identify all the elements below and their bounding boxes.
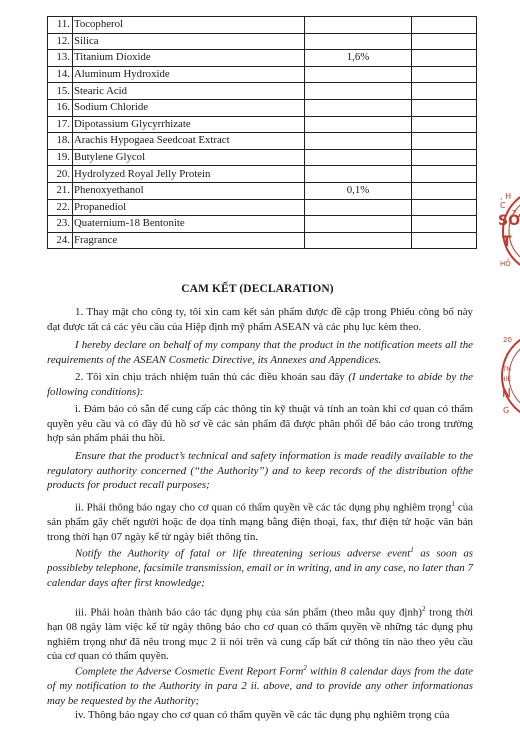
para-2-vi: 2. Tôi xin chịu trách nhiệm tuân thủ các điều khoản sau đây <box>75 371 345 383</box>
ingredient-number: 11. <box>48 17 73 34</box>
table-row <box>48 33 477 50</box>
para-4-en-b: as soon as possibleby telephone, facsimile transmission, email or in writing, and in any case, no later than 7 calendar days after first knowledge; <box>47 547 473 589</box>
footnote-ref: 2 <box>303 664 307 672</box>
empty-cell <box>412 182 477 199</box>
declaration-para-2 <box>47 370 473 399</box>
table-row <box>48 232 477 249</box>
empty-cell <box>412 216 477 233</box>
empty-cell <box>412 133 477 150</box>
ingredient-number: 16. <box>48 99 73 116</box>
ingredient-number: 14. <box>48 66 73 83</box>
ingredient-percentage <box>305 149 412 166</box>
ingredient-percentage <box>305 133 412 150</box>
para-4-en-a: Notify the Authority of fatal or life threatening serious adverse event <box>75 547 411 560</box>
ingredient-percentage <box>305 232 412 249</box>
ingredient-number: 12. <box>48 33 73 50</box>
ingredient-percentage <box>305 116 412 133</box>
ingredient-name: Sodium Chloride <box>73 99 305 116</box>
ingredient-number: 17. <box>48 116 73 133</box>
ingredient-number: 22. <box>48 199 73 216</box>
table-row <box>48 199 477 216</box>
official-stamp-top <box>497 186 520 276</box>
declaration-para-4-vi <box>47 497 473 544</box>
stamp-text: HỒ <box>500 260 511 268</box>
ingredient-percentage <box>305 166 412 183</box>
stamp-text: G <box>503 406 510 415</box>
ingredient-name: Quaternium-18 Bentonite <box>73 216 305 233</box>
table-row <box>48 133 477 150</box>
ingredient-name: Arachis Hypogaea Seedcoat Extract <box>73 133 305 150</box>
ingredient-name: Dipotassium Glycyrrhizate <box>73 116 305 133</box>
ingredient-name: Butylene Glycol <box>73 149 305 166</box>
ingredient-percentage <box>305 199 412 216</box>
ingredient-number: 21. <box>48 182 73 199</box>
para-4-vi-b: của sản phẩm gây chết người hoặc đe dọa tính mạng bằng điện thoại, fax, thư điện tử hoặc văn bản trong thời hạn 07 ngày kể từ ngày biết thông tin. <box>47 501 473 543</box>
ingredient-percentage: 0,1% <box>305 182 412 199</box>
footnote-ref: 1 <box>410 546 414 554</box>
empty-cell <box>412 232 477 249</box>
ingredient-number: 19. <box>48 149 73 166</box>
ingredient-name: Phenoxyethanol <box>73 182 305 199</box>
stamp-text: SỞ <box>498 213 520 229</box>
ingredient-name: Propanediol <box>73 199 305 216</box>
empty-cell <box>412 50 477 67</box>
table-row <box>48 50 477 67</box>
empty-cell <box>412 99 477 116</box>
table-row <box>48 216 477 233</box>
ingredient-percentage: 1,6% <box>305 50 412 67</box>
ingredient-name: Fragrance <box>73 232 305 249</box>
empty-cell <box>412 149 477 166</box>
ingredient-name: Titanium Dioxide <box>73 50 305 67</box>
ingredient-number: 13. <box>48 50 73 67</box>
footnote-ref: 1 <box>451 500 455 508</box>
official-stamp-middle <box>497 328 515 424</box>
table-row <box>48 66 477 83</box>
ingredient-name: Silica <box>73 33 305 50</box>
para-5-vi-b: trong thời hạn 08 ngày làm việc kể từ ngày thông báo cho cơ quan có thẩm quyền về những tác dụng phụ nghiêm trọng như đã nêu trong mục 2 ii nói trên và cung cấp bất cứ thông tin nào theo yêu cầu của cơ quan có thẩm quyền. <box>47 606 473 663</box>
empty-cell <box>412 17 477 34</box>
ingredient-name: Stearic Acid <box>73 83 305 100</box>
empty-cell <box>412 116 477 133</box>
ingredient-percentage <box>305 17 412 34</box>
declaration-para-5-vi <box>47 602 473 664</box>
para-5-en-a: Complete the Adverse Cosmetic Event Report Form <box>75 665 304 678</box>
declaration-para-5-en <box>47 661 473 708</box>
empty-cell <box>412 33 477 50</box>
declaration-para-4-en <box>47 543 473 590</box>
stamp-text: , H C <box>500 192 512 210</box>
table-row <box>48 149 477 166</box>
ingredient-percentage <box>305 33 412 50</box>
ingredient-percentage <box>305 216 412 233</box>
ingredient-percentage <box>305 99 412 116</box>
ingredient-table <box>47 16 477 249</box>
table-row <box>48 182 477 199</box>
stamp-text: HIỆ <box>501 376 512 383</box>
footnote-ref: 2 <box>421 605 426 613</box>
para-4-vi-a: ii. Phải thông báo ngay cho cơ quan có thẩm quyền về các tác dụng phụ nghiêm trọng <box>75 501 452 514</box>
table-row <box>48 83 477 100</box>
ingredient-percentage <box>305 83 412 100</box>
stamp-text: N <box>502 386 511 400</box>
stamp-text: 20 <box>503 336 512 344</box>
ingredient-number: 23. <box>48 216 73 233</box>
para-2-en: (I undertake to abide by the following conditions): <box>47 371 473 398</box>
ingredient-number: 20. <box>48 166 73 183</box>
table-row <box>48 116 477 133</box>
declaration-para-1-en: I hereby declare on behalf of my company that the product in the notification meets all the requirements of the ASEAN Cosmetic Directive, its Annexes and Appendices. <box>47 339 473 366</box>
declaration-para-3-vi: i. Đảm bảo có sẵn để cung cấp các thông tin kỹ thuật và tính an toàn khi cơ quan có thẩm quyền yêu cầu và có đầy đủ hồ sơ về các sản phẩm đã được phân phối để báo cáo trong trường hợp sản phẩm phải thu hồi. <box>47 403 473 445</box>
empty-cell <box>412 199 477 216</box>
empty-cell <box>412 83 477 100</box>
table-row <box>48 17 477 34</box>
ingredient-name: Hydrolyzed Royal Jelly Protein <box>73 166 305 183</box>
para-5-vi-a: iii. Phải hoàn thành báo cáo tác dụng phụ của sản phẩm (theo mẫu quy định) <box>75 606 422 619</box>
ingredient-percentage <box>305 66 412 83</box>
table-row <box>48 99 477 116</box>
declaration-para-6-vi: iv. Thông báo ngay cho cơ quan có thẩm quyền về các tác dụng phụ nghiêm trọng của <box>75 709 450 721</box>
declaration-para-1-vi: 1. Thay mặt cho công ty, tôi xin cam kết sản phẩm được đề cập trong Phiếu công bố này đạt được tất cả các yêu cầu của Hiệp định mỹ phẩm ASEAN và các phụ lục kèm theo. <box>47 306 473 333</box>
ingredient-name: Aluminum Hydroxide <box>73 66 305 83</box>
empty-cell <box>412 166 477 183</box>
ingredient-number: 18. <box>48 133 73 150</box>
table-row <box>48 166 477 183</box>
ingredient-number: 24. <box>48 232 73 249</box>
declaration-title: CAM KẾT (DECLARATION) <box>181 283 334 295</box>
empty-cell <box>412 66 477 83</box>
declaration-para-3-en: Ensure that the product’s technical and safety information is made readily available to the regulatory authority concerned (“the Authority”) and to keep records of the distribution ofthe products for product recall purposes; <box>47 450 473 492</box>
ingredient-name: Tocopherol <box>73 17 305 34</box>
para-5-en-b: within 8 calendar days from the date of my notification to the Authority in para 2 ii. above, and to provide any other informationas may be requested by the Authority; <box>47 665 473 707</box>
ingredient-number: 15. <box>48 83 73 100</box>
stamp-text: TN <box>503 366 512 373</box>
stamp-text: T <box>502 234 512 250</box>
